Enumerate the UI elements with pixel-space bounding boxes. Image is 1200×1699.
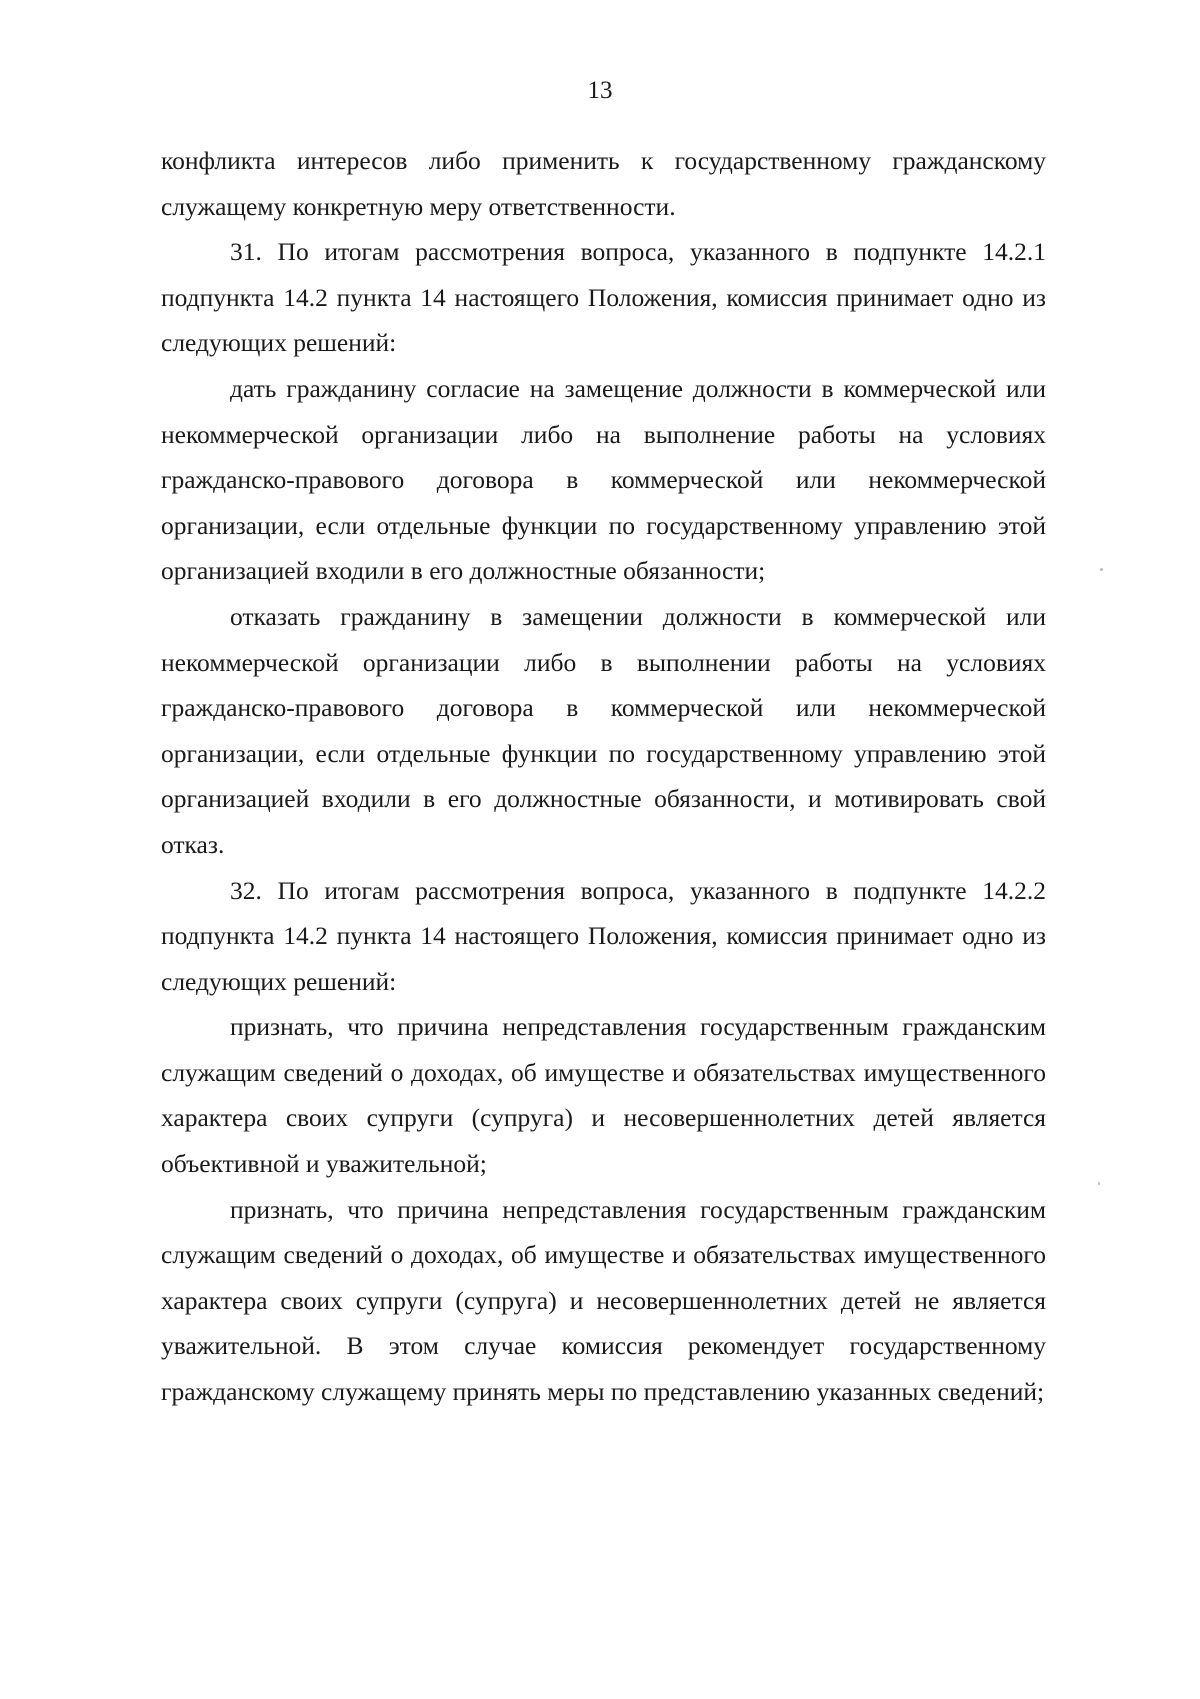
paragraph-decision-consent: дать гражданину согласие на замещение должности в коммерческой или некоммерческой организации либо на выполнение работы на условиях гражданско-правового договора в коммерческой или некоммерческой организации, если отдельные функции по государственному управлению этой организацией входили в его должностные обязанности;	[161, 373, 1046, 586]
paragraph-decision-refuse: отказать гражданину в замещении должности в коммерческой или некоммерческой организации либо в выполнении работы на условиях гражданско-правового договора в коммерческой или некоммерческой организации, если отдельные функции по государственному управлению этой организацией входили в его должностные обязанности, и мотивировать свой отказ.	[161, 601, 1046, 859]
page-number: 13	[587, 77, 613, 104]
paragraph-continuation: конфликта интересов либо применить к государственному гражданскому служащему конкретную меру ответственности.	[161, 146, 1046, 221]
scan-speck	[1100, 568, 1103, 571]
paragraph-decision-invalid-reason: признать, что причина непредставления государственным гражданским служащим сведений о доходах, об имуществе и обязательствах имущественного характера своих супруги (супруга) и несовершеннолетних детей не является уважительной. В этом случае комиссия рекомендует государственному гражданскому служащему принять меры по представлению указанных сведений;	[161, 1194, 1046, 1407]
paragraph-decision-valid-reason: признать, что причина непредставления государственным гражданским служащим сведений о доходах, об имуществе и обязательствах имущественного характера своих супруги (супруга) и несовершеннолетних детей является объективной и уважительной;	[161, 1012, 1046, 1179]
scan-speck	[1098, 1182, 1100, 1185]
paragraph-item-31: 31. По итогам рассмотрения вопроса, указанного в подпункте 14.2.1 подпункта 14.2 пункта 14 настоящего Положения, комиссия принимает одно из следующих решений:	[161, 237, 1046, 358]
paragraph-item-32: 32. По итогам рассмотрения вопроса, указанного в подпункте 14.2.2 подпункта 14.2 пункта 14 настоящего Положения, комиссия принимает одно из следующих решений:	[161, 875, 1046, 996]
document-body	[161, 138, 1046, 1415]
